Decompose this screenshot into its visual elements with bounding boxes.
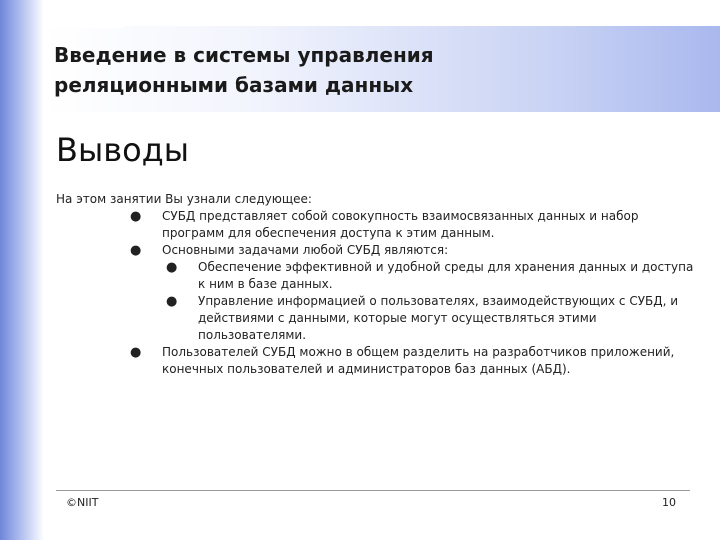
bullet-icon: ● [130, 243, 142, 258]
course-title [54, 40, 614, 100]
bullet-icon: ● [166, 260, 178, 275]
footer-copyright: ©NIIT [66, 496, 99, 509]
list-item-text: СУБД представляет собой совокупность взаимосвязанных данных и набор программ для обеспечения доступа к этим данным. [162, 209, 639, 240]
sub-list-item-text: Управление информацией о пользователях, взаимодействующих с СУБД, и действиями с данными, которые могут осуществляться этими пользователями. [198, 294, 679, 342]
footer-divider [56, 490, 690, 491]
course-title-line-1: Введение в системы управления [54, 43, 434, 67]
bullet-list [130, 208, 696, 378]
course-title-line-2: реляционными базами данных [54, 73, 414, 97]
list-item [130, 344, 696, 378]
header-accent-line [44, 26, 124, 28]
list-item [130, 242, 696, 344]
slide-content [56, 191, 696, 378]
sub-bullet-list [166, 259, 696, 344]
bullet-icon: ● [130, 345, 142, 360]
bullet-icon: ● [130, 209, 142, 224]
sub-list-item [166, 293, 696, 344]
intro-text: На этом занятии Вы узнали следующее: [56, 192, 312, 206]
list-item [130, 208, 696, 242]
page-number: 10 [662, 496, 676, 509]
list-item-text: Основными задачами любой СУБД являются: [162, 243, 449, 257]
list-item-text: Пользователей СУБД можно в общем разделить на разработчиков приложений, конечных пользователей и администраторов баз данных (АБД). [162, 345, 675, 376]
slide-heading: Выводы [56, 131, 190, 169]
left-decorative-stripe [0, 0, 44, 540]
bullet-icon: ● [166, 294, 178, 309]
sub-list-item [166, 259, 696, 293]
sub-list-item-text: Обеспечение эффективной и удобной среды для хранения данных и доступа к ним в базе данных. [198, 260, 694, 291]
